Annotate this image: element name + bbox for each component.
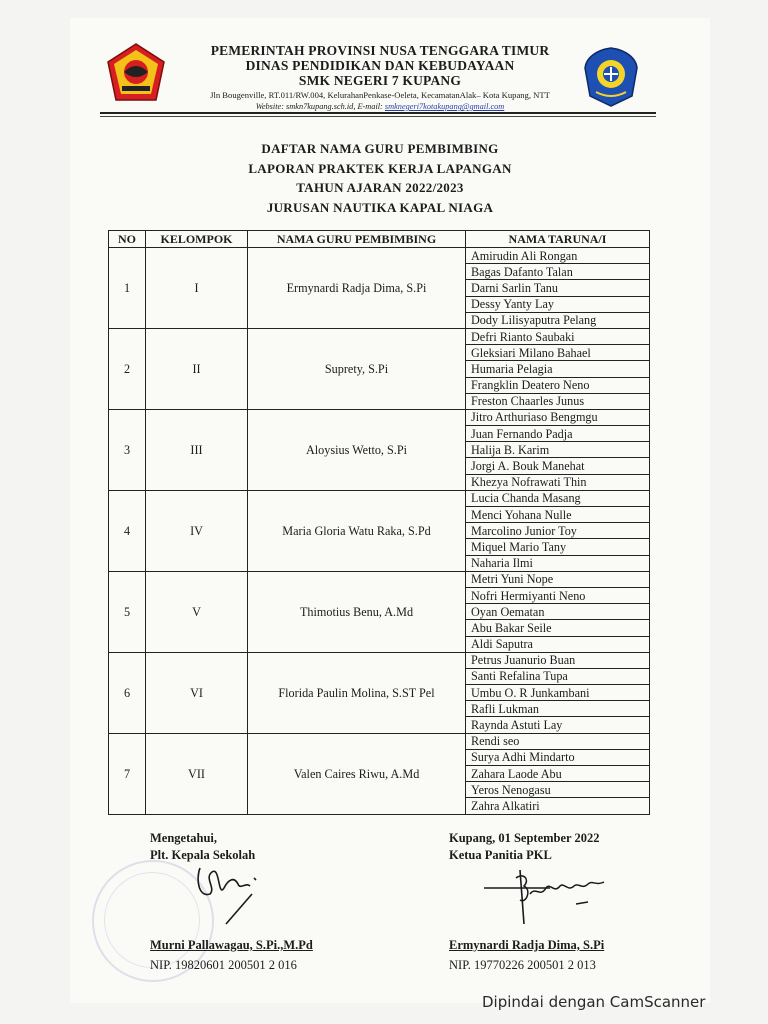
taruna-name-cell: Zahara Laode Abu bbox=[466, 766, 650, 782]
left-signature-image bbox=[190, 858, 280, 930]
taruna-name-cell: Defri Rianto Saubaki bbox=[466, 328, 650, 344]
taruna-name-cell: Dessy Yanty Lay bbox=[466, 296, 650, 312]
taruna-name-cell: Surya Adhi Mindarto bbox=[466, 749, 650, 765]
kelompok-cell: III bbox=[146, 409, 248, 490]
taruna-name-cell: Halija B. Karim bbox=[466, 442, 650, 458]
letterhead-divider-thin bbox=[100, 116, 656, 117]
letterhead-school: SMK NEGERI 7 KUPANG bbox=[298, 73, 462, 88]
no-cell: 2 bbox=[109, 328, 146, 409]
right-signature-image bbox=[480, 864, 610, 932]
no-cell: 5 bbox=[109, 571, 146, 652]
taruna-name-cell: Oyan Oematan bbox=[466, 604, 650, 620]
taruna-name-cell: Lucia Chanda Masang bbox=[466, 490, 650, 506]
guru-cell: Thimotius Benu, A.Md bbox=[248, 571, 466, 652]
no-cell: 1 bbox=[109, 248, 146, 329]
taruna-name-cell: Khezya Nofrawati Thin bbox=[466, 474, 650, 490]
table-row bbox=[109, 328, 650, 344]
table-row bbox=[109, 733, 650, 749]
left-signatory-nip: NIP. 19820601 200501 2 016 bbox=[150, 958, 297, 972]
taruna-name-cell: Petrus Juanurio Buan bbox=[466, 652, 650, 668]
kelompok-cell: IV bbox=[146, 490, 248, 571]
guru-cell: Valen Caires Riwu, A.Md bbox=[248, 733, 466, 814]
taruna-name-cell: Rafli Lukman bbox=[466, 701, 650, 717]
guru-cell: Maria Gloria Watu Raka, S.Pd bbox=[248, 490, 466, 571]
title-line-3: TAHUN AJARAN 2022/2023 bbox=[296, 180, 464, 195]
letterhead-website bbox=[180, 101, 580, 112]
taruna-name-cell: Bagas Dafanto Talan bbox=[466, 264, 650, 280]
guru-cell: Aloysius Wetto, S.Pi bbox=[248, 409, 466, 490]
mentor-roster-table bbox=[108, 230, 650, 815]
taruna-name-cell: Santi Refalina Tupa bbox=[466, 668, 650, 684]
kelompok-cell: VII bbox=[146, 733, 248, 814]
website-label: Website: smkn7kupang.sch.id, E-mail: bbox=[255, 102, 385, 111]
letterhead-address: Jln Bougenville, RT.011/RW.004, KelurahanPenkase-Oeleta, KecamatanAlak– Kota Kupang, NTT bbox=[210, 90, 550, 100]
taruna-name-cell: Gleksiari Milano Bahael bbox=[466, 345, 650, 361]
left-acknowledged: Mengetahui, bbox=[150, 831, 218, 845]
no-cell: 6 bbox=[109, 652, 146, 733]
camscanner-watermark: Dipindai dengan CamScanner bbox=[482, 993, 706, 1011]
document-titles bbox=[180, 139, 580, 217]
title-line-2: LAPORAN PRAKTEK KERJA LAPANGAN bbox=[248, 160, 512, 176]
letterhead bbox=[180, 43, 580, 112]
taruna-name-cell: Rendi seo bbox=[466, 733, 650, 749]
letterhead-department: DINAS PENDIDIKAN DAN KEBUDAYAAN bbox=[245, 58, 515, 73]
taruna-name-cell: Amirudin Ali Rongan bbox=[466, 248, 650, 264]
table-row bbox=[109, 652, 650, 668]
table-row bbox=[109, 571, 650, 587]
guru-cell: Florida Paulin Molina, S.ST Pel bbox=[248, 652, 466, 733]
taruna-name-cell: Raynda Astuti Lay bbox=[466, 717, 650, 733]
taruna-name-cell: Umbu O. R Junkambani bbox=[466, 685, 650, 701]
header-kelompok: KELOMPOK bbox=[146, 231, 248, 248]
guru-cell: Suprety, S.Pi bbox=[248, 328, 466, 409]
title-line-4: JURUSAN NAUTIKA KAPAL NIAGA bbox=[266, 199, 494, 215]
right-place-date: Kupang, 01 September 2022 bbox=[449, 831, 600, 845]
taruna-name-cell: Menci Yohana Nulle bbox=[466, 507, 650, 523]
taruna-name-cell: Jorgi A. Bouk Manehat bbox=[466, 458, 650, 474]
provincial-emblem-logo bbox=[104, 42, 168, 104]
kelompok-cell: VI bbox=[146, 652, 248, 733]
table-header-row bbox=[109, 231, 650, 248]
school-stamp-inner bbox=[104, 872, 200, 968]
taruna-name-cell: Jitro Arthuriaso Bengmgu bbox=[466, 409, 650, 425]
table-row bbox=[109, 409, 650, 425]
table-body bbox=[109, 248, 650, 815]
letterhead-divider-thick bbox=[100, 112, 656, 114]
header-taruna: NAMA TARUNA/I bbox=[466, 231, 650, 248]
title-line-1: DAFTAR NAMA GURU PEMBIMBING bbox=[261, 141, 499, 156]
taruna-name-cell: Naharia Ilmi bbox=[466, 555, 650, 571]
taruna-name-cell: Darni Sarlin Tanu bbox=[466, 280, 650, 296]
table-row bbox=[109, 248, 650, 264]
taruna-name-cell: Marcolino Junior Toy bbox=[466, 523, 650, 539]
taruna-name-cell: Nofri Hermiyanti Neno bbox=[466, 587, 650, 603]
header-no: NO bbox=[109, 231, 146, 248]
no-cell: 4 bbox=[109, 490, 146, 571]
taruna-name-cell: Zahra Alkatiri bbox=[466, 798, 650, 814]
school-logo bbox=[582, 46, 640, 108]
taruna-name-cell: Aldi Saputra bbox=[466, 636, 650, 652]
taruna-name-cell: Miquel Mario Tany bbox=[466, 539, 650, 555]
left-position: Plt. Kepala Sekolah bbox=[150, 848, 256, 862]
taruna-name-cell: Dody Lilisyaputra Pelang bbox=[466, 312, 650, 328]
right-signatory-nip: NIP. 19770226 200501 2 013 bbox=[449, 958, 596, 972]
no-cell: 3 bbox=[109, 409, 146, 490]
no-cell: 7 bbox=[109, 733, 146, 814]
taruna-name-cell: Frangklin Deatero Neno bbox=[466, 377, 650, 393]
header-guru: NAMA GURU PEMBIMBING bbox=[248, 231, 466, 248]
right-position: Ketua Panitia PKL bbox=[449, 848, 552, 862]
table-row bbox=[109, 490, 650, 506]
taruna-name-cell: Abu Bakar Seile bbox=[466, 620, 650, 636]
letterhead-government: PEMERINTAH PROVINSI NUSA TENGGARA TIMUR bbox=[210, 43, 550, 58]
email-link[interactable]: smknegeri7kotakupang@gmail.com bbox=[384, 102, 505, 111]
taruna-name-cell: Juan Fernando Padja bbox=[466, 426, 650, 442]
left-signatory-name: Murni Pallawagau, S.Pi.,M.Pd bbox=[150, 938, 313, 952]
kelompok-cell: II bbox=[146, 328, 248, 409]
kelompok-cell: I bbox=[146, 248, 248, 329]
taruna-name-cell: Freston Chaarles Junus bbox=[466, 393, 650, 409]
taruna-name-cell: Metri Yuni Nope bbox=[466, 571, 650, 587]
guru-cell: Ermynardi Radja Dima, S.Pi bbox=[248, 248, 466, 329]
kelompok-cell: V bbox=[146, 571, 248, 652]
taruna-name-cell: Yeros Nenogasu bbox=[466, 782, 650, 798]
taruna-name-cell: Humaria Pelagia bbox=[466, 361, 650, 377]
right-signatory-name: Ermynardi Radja Dima, S.Pi bbox=[449, 938, 605, 952]
